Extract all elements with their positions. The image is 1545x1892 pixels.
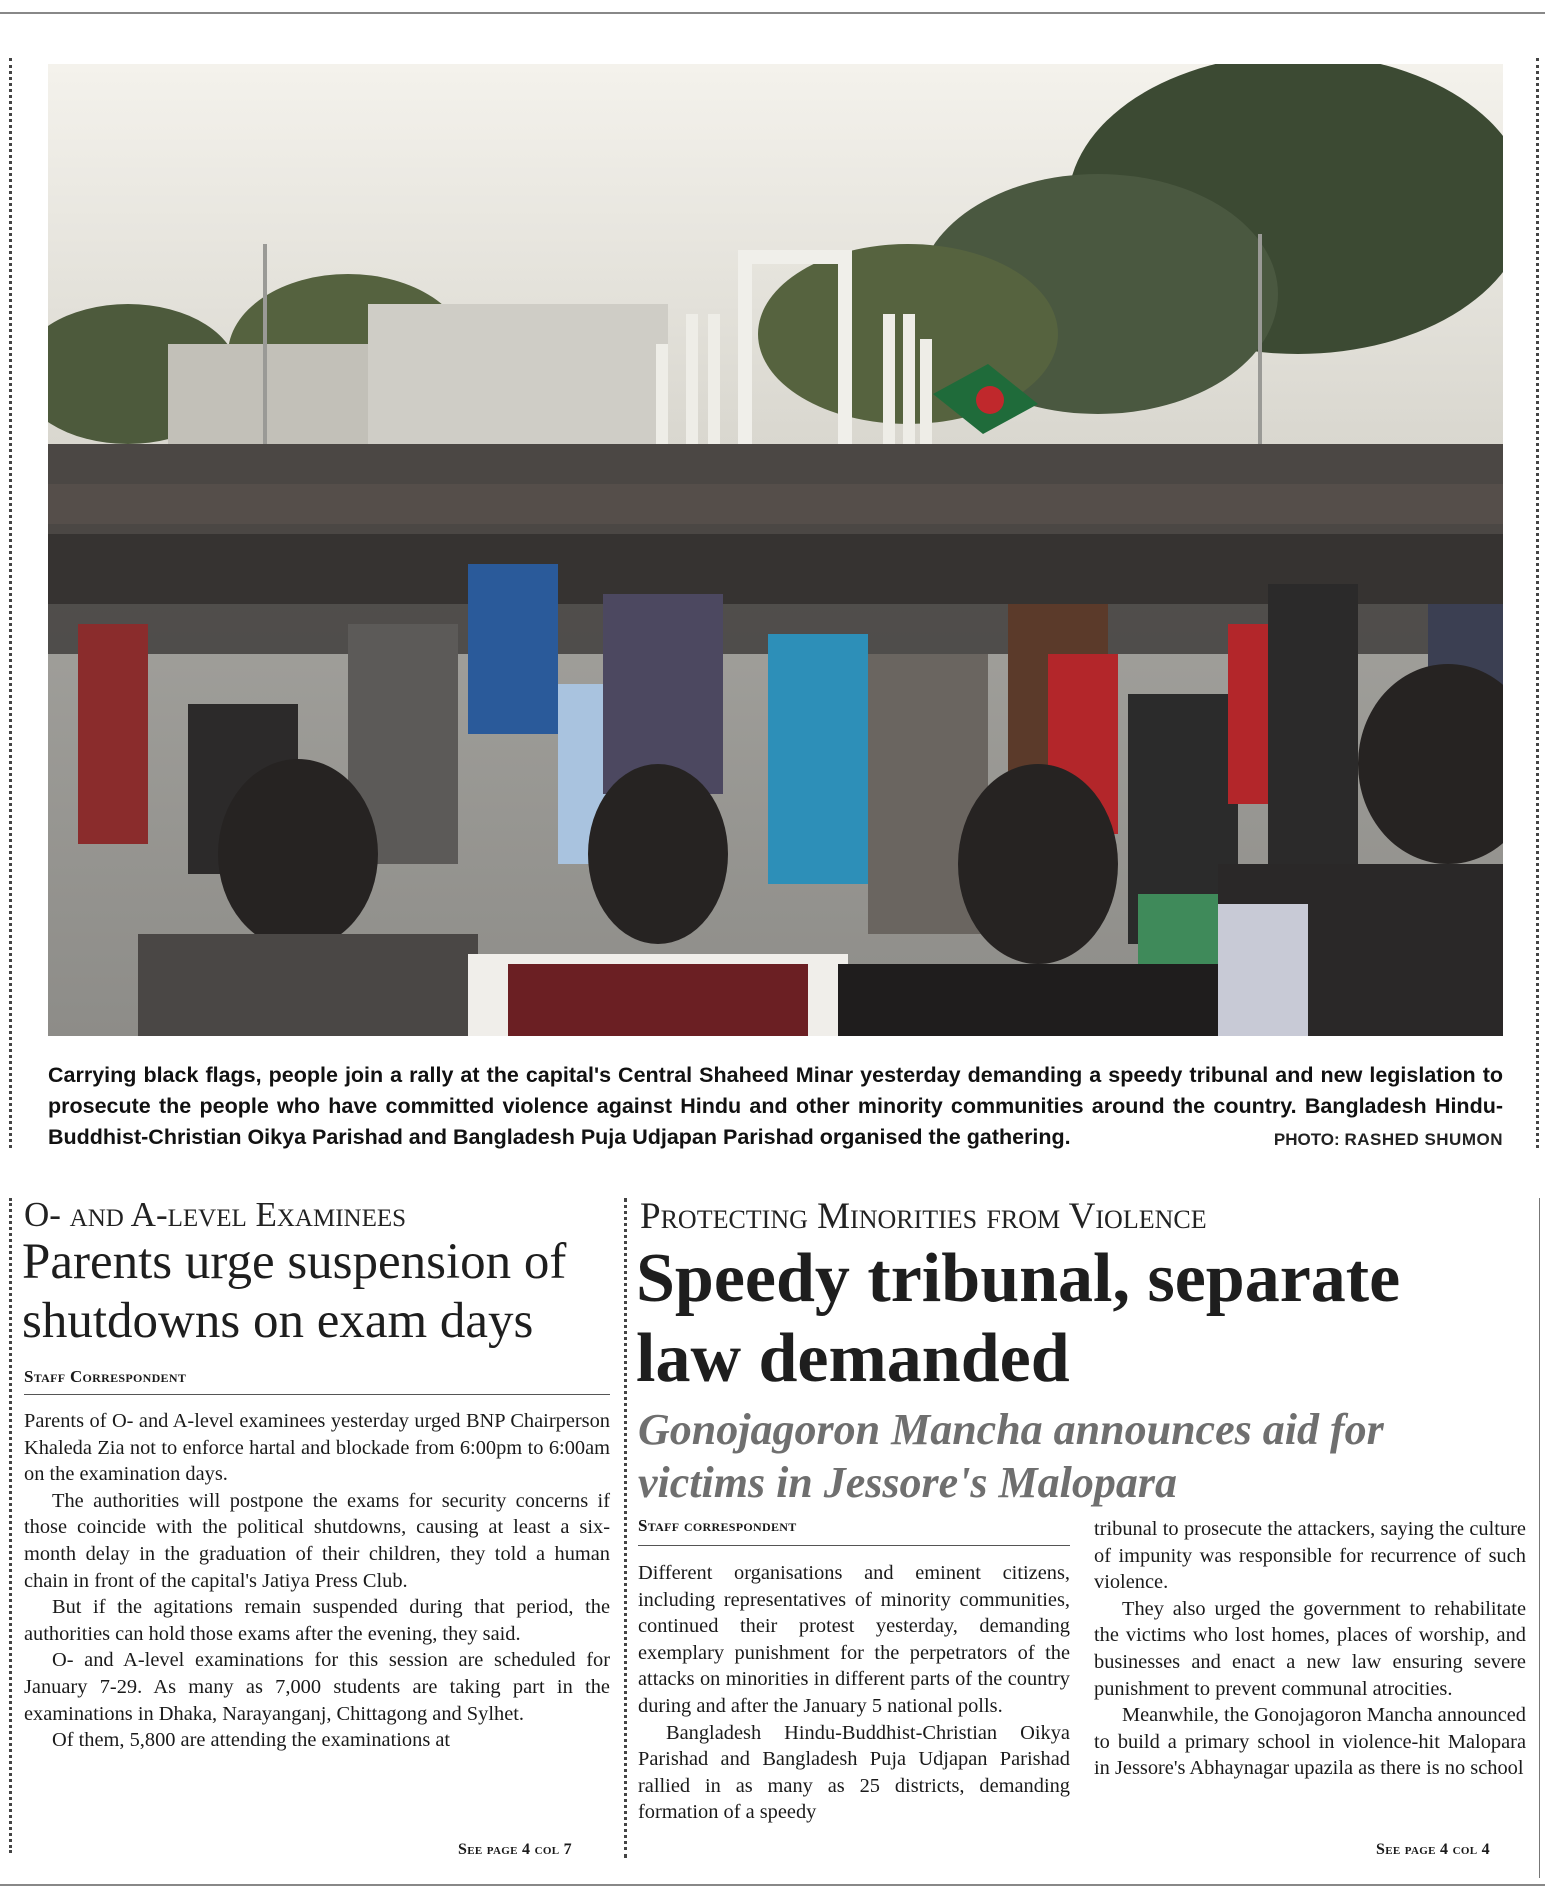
- right-story-headline-line2: law demanded: [636, 1320, 1070, 1397]
- rally-photo: [48, 64, 1503, 1036]
- right-story-paragraph: tribunal to prosecute the attackers, saying the culture of impunity was responsible for recurrence of such violence.: [1094, 1518, 1526, 1594]
- photo-credit: [1274, 1124, 1503, 1155]
- right-margin-dotted-rule: [1536, 58, 1539, 1148]
- right-story-headline-line1: Speedy tribunal, separate: [636, 1240, 1401, 1317]
- left-story-paragraph: Of them, 5,800 are attending the examinations at: [52, 1729, 451, 1752]
- page-bottom-rule: [0, 1884, 1545, 1886]
- right-story-paragraph: They also urged the government to rehabilitate the victims who lost homes, places of worship, and businesses and enact a new law ensuring severe punishment to prevent communal atrocities.: [1094, 1597, 1526, 1700]
- rally-photo-illustration: [48, 64, 1503, 1036]
- right-story-deck-line1: Gonojagoron Mancha announces aid for: [638, 1405, 1384, 1454]
- left-story-headline-line1: Parents urge suspension of: [22, 1234, 567, 1290]
- left-story-byline: Staff Correspondent: [24, 1367, 187, 1386]
- right-story-paragraph: Meanwhile, the Gonojagoron Mancha announced to build a primary school in violence-hit Malopara in Jessore's Abhaynagar upazila as there is no school: [1094, 1704, 1526, 1780]
- left-story-paragraph: The authorities will postpone the exams for security concerns if those coincide with the political shutdowns, causing at least a six-month delay in the graduation of their children, they told a human chain in front of the capital's Jatiya Press Club.: [24, 1489, 610, 1592]
- right-story-kicker: Protecting Minorities from Violence: [640, 1196, 1207, 1237]
- left-story-paragraph: O- and A-level examinations for this session are scheduled for January 7-29. As many as 7,000 students are taking part in the examinations in Dhaka, Narayanganj, Chittagong and Sylhet.: [24, 1649, 610, 1725]
- left-story-paragraph: But if the agitations remain suspended during that period, the authorities can hold those exams after the evening, they said.: [24, 1596, 610, 1645]
- right-story-body-col2: [1094, 1516, 1526, 1782]
- photo-credit-label: PHOTO:: [1273, 1130, 1340, 1149]
- left-story-byline-rule: [24, 1394, 610, 1395]
- right-story-byline: Staff correspondent: [638, 1516, 797, 1535]
- right-story-paragraph: Bangladesh Hindu-Buddhist-Christian Oikya Parishad and Bangladesh Puja Udjapan Parishad rallied in as many as 25 districts, demanding formation of a speedy: [638, 1721, 1070, 1824]
- left-story-headline-line2: shutdowns on exam days: [22, 1293, 534, 1349]
- left-story-paragraph: Parents of O- and A-level examinees yesterday urged BNP Chairperson Khaleda Zia not to enforce hartal and blockade from 6:00pm to 6:00am on the examination days.: [24, 1410, 610, 1486]
- right-story-byline-rule: [638, 1545, 1070, 1546]
- right-story-body-col1: [638, 1560, 1070, 1826]
- right-story-paragraph: Different organisations and eminent citizens, including representatives of minority communities, continued their protest yesterday, demanding exemplary punishment for the perpetrators of the attacks on minorities in different parts of the country during and after the January 5 national polls.: [638, 1562, 1070, 1717]
- left-story-body: [24, 1408, 610, 1754]
- left-story-dotted-rule: [9, 1198, 12, 1853]
- right-story-jump-line[interactable]: See page 4 col 4: [1376, 1841, 1490, 1858]
- right-story-border: [1539, 1198, 1540, 1878]
- left-story-jump-line[interactable]: See page 4 col 7: [458, 1841, 572, 1858]
- right-story-deck-line2: victims in Jessore's Malopara: [638, 1458, 1178, 1507]
- left-margin-dotted-rule: [9, 58, 12, 1148]
- photo-credit-name: RASHED SHUMON: [1344, 1130, 1503, 1149]
- photo-caption-text: Carrying black flags, people join a rally at the capital's Central Shaheed Minar yesterday demanding a speedy tribunal and new legislation to prosecute the people who have committed violence against Hindu and other minority communities around the country. Bangladesh Hindu-Buddhist-Christian Oikya Parishad and Bangladesh Puja Udjapan Parishad organised the gathering.: [48, 1063, 1503, 1149]
- column-dotted-divider: [624, 1198, 627, 1858]
- page-top-rule: [0, 12, 1545, 14]
- left-story-kicker: O- and A-level Examinees: [24, 1195, 407, 1234]
- photo-caption: [48, 1060, 1503, 1155]
